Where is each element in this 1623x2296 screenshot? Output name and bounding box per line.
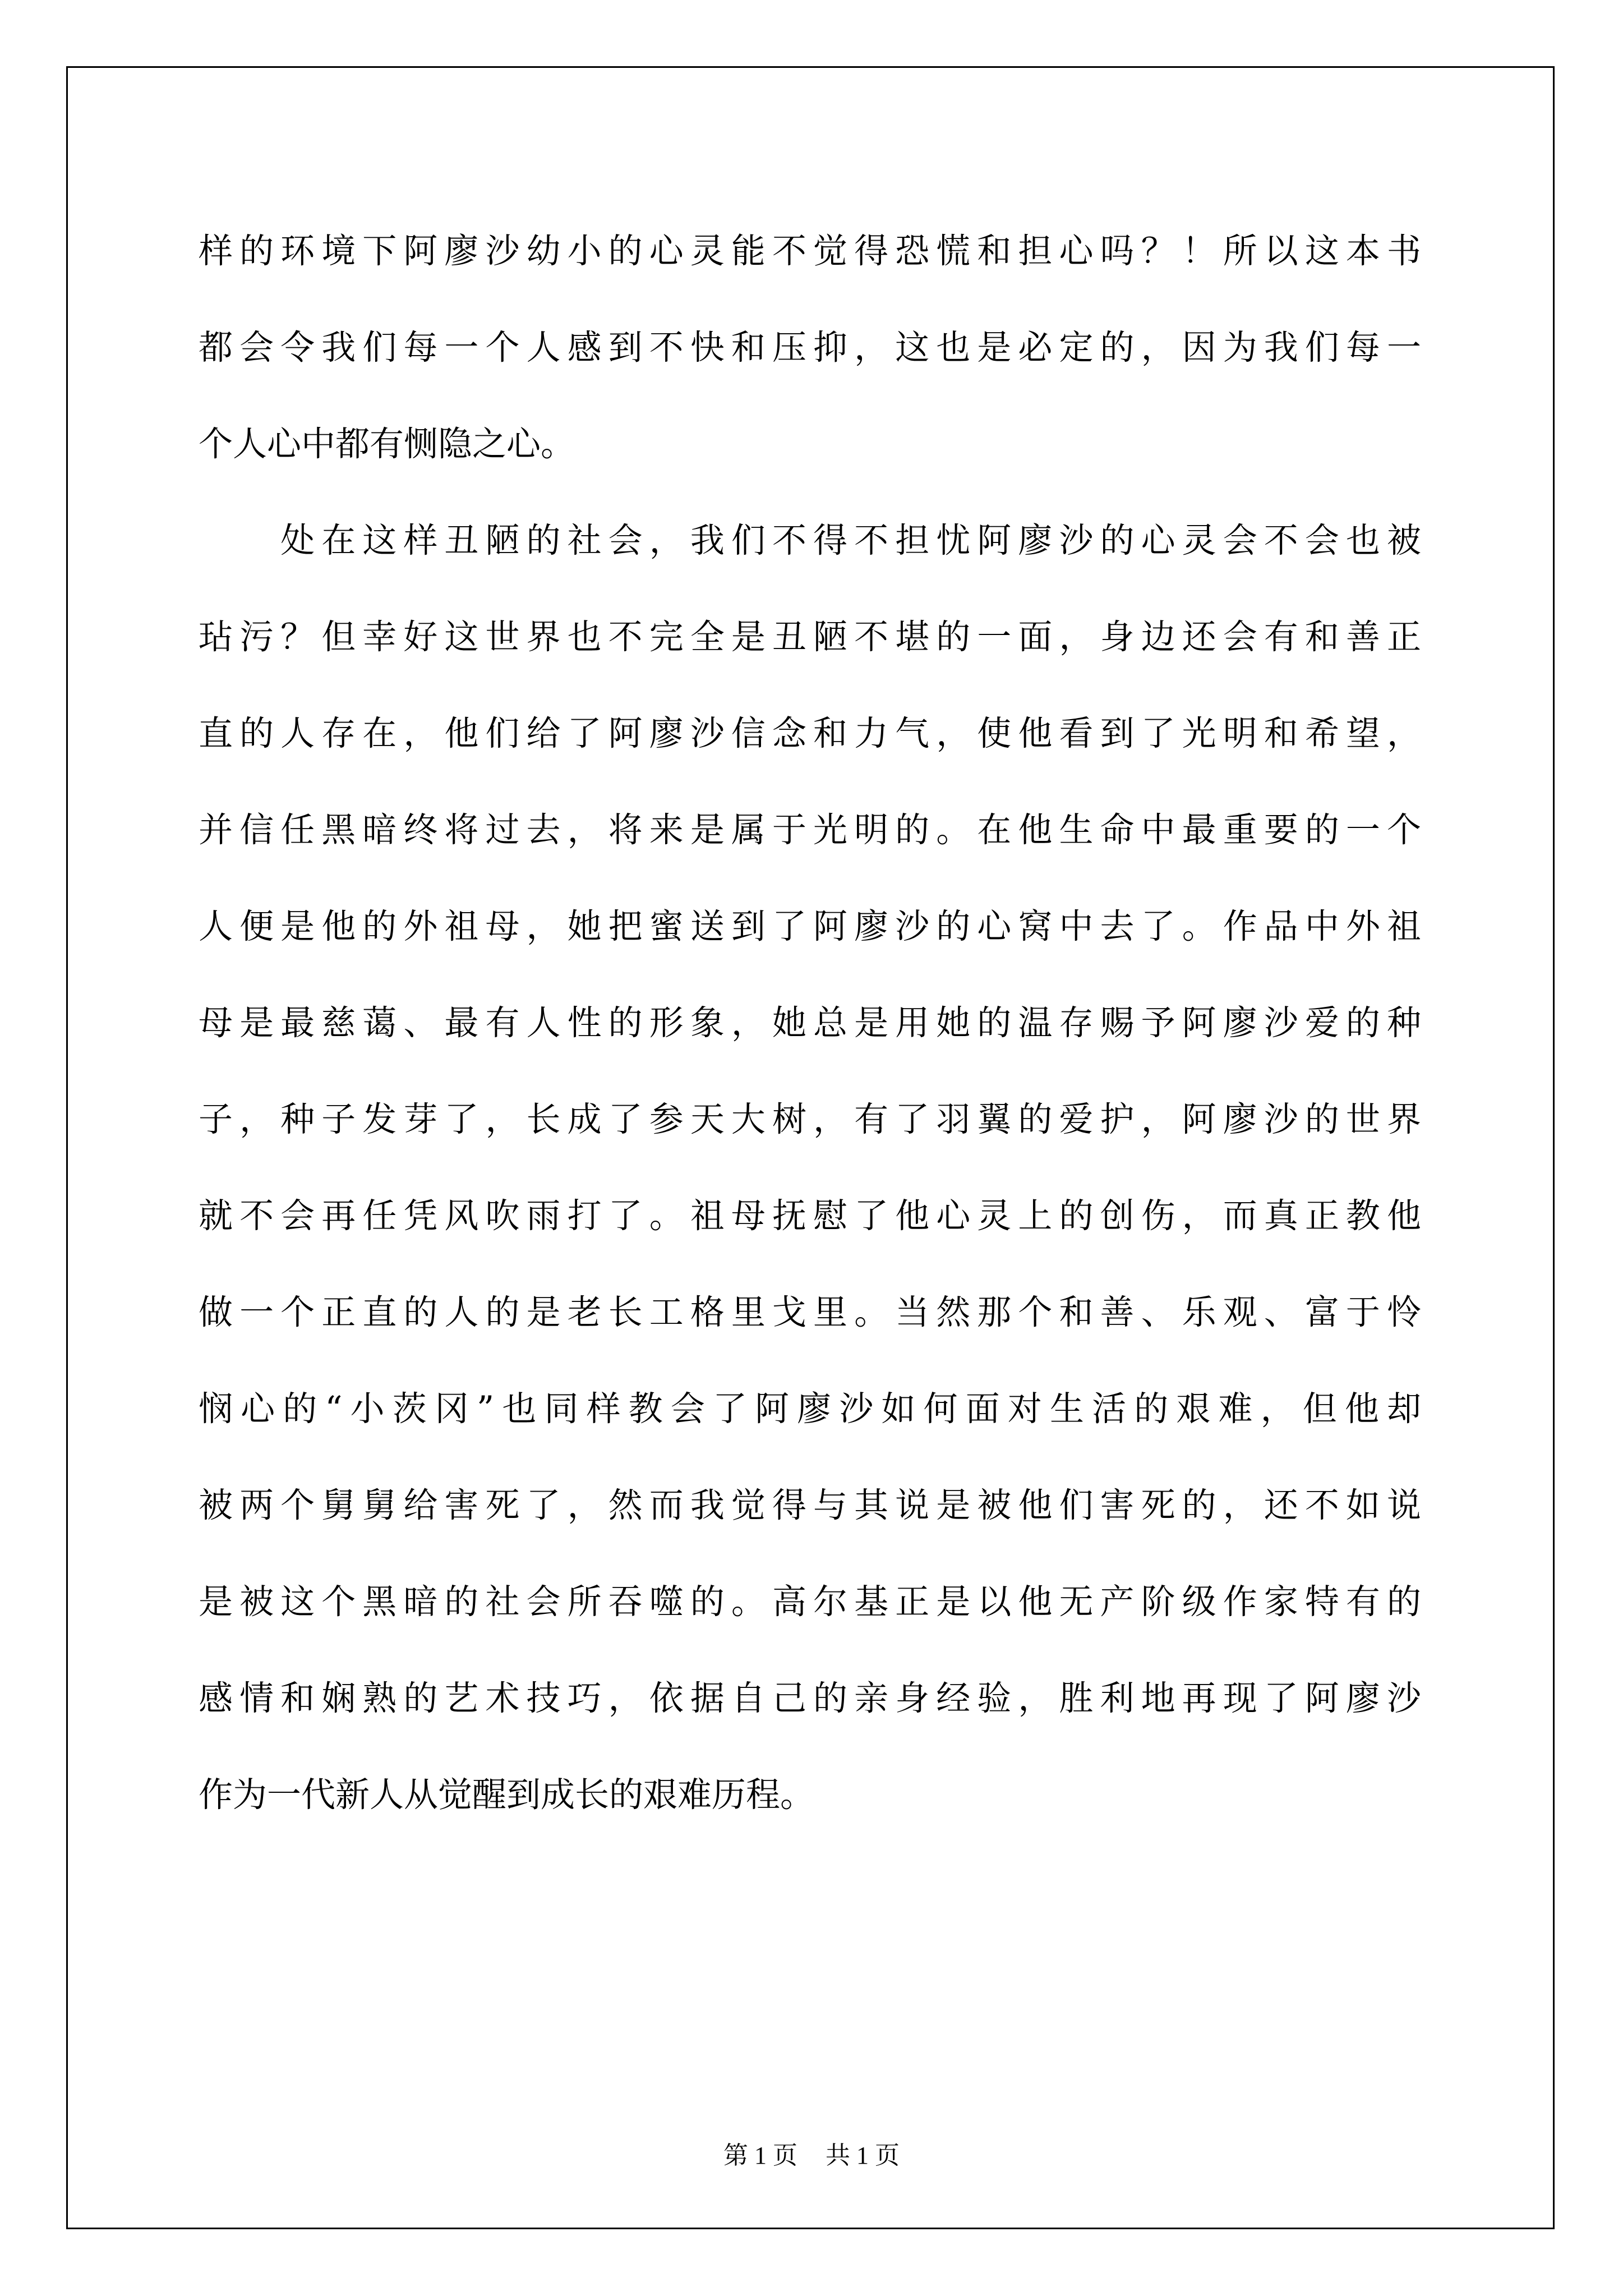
text-line: 感情和娴熟的艺术技巧，依据自己的亲身经验，胜利地再现了阿廖沙 — [199, 1678, 1421, 1718]
text-line: 玷污？但幸好这世界也不完全是丑陋不堪的一面，身边还会有和善正 — [199, 617, 1421, 657]
text-line: 子，种子发芽了，长成了参天大树，有了羽翼的爱护，阿廖沙的世界 — [199, 1099, 1421, 1139]
text-line: 都会令我们每一个人感到不快和压抑，这也是必定的，因为我们每一 — [199, 328, 1421, 367]
text-line: 是被这个黑暗的社会所吞噬的。高尔基正是以他无产阶级作家特有的 — [199, 1582, 1421, 1622]
page-number: 第 1 页 — [723, 2142, 797, 2169]
text-line: 并信任黑暗终将过去，将来是属于光明的。在他生命中最重要的一个 — [199, 810, 1421, 850]
text-line: 处在这样丑陋的社会，我们不得不担忧阿廖沙的心灵会不会也被 — [199, 521, 1421, 560]
page-total: 共 1 页 — [826, 2142, 900, 2169]
text-line: 悯心的“小茨冈”也同样教会了阿廖沙如何面对生活的艰难，但他却 — [199, 1389, 1421, 1429]
text-line: 直的人存在，他们给了阿廖沙信念和力气，使他看到了光明和希望， — [199, 714, 1421, 753]
text-line: 样的环境下阿廖沙幼小的心灵能不觉得恐慌和担心吗？！所以这本书 — [199, 231, 1421, 271]
text-line: 个人心中都有恻隐之心。 — [199, 424, 575, 464]
text-line: 母是最慈蔼、最有人性的形象，她总是用她的温存赐予阿廖沙爱的种 — [199, 1003, 1421, 1043]
page-footer — [0, 2135, 1623, 2171]
text-line: 被两个舅舅给害死了，然而我觉得与其说是被他们害死的，还不如说 — [199, 1485, 1421, 1525]
text-line: 做一个正直的人的是老长工格里戈里。当然那个和善、乐观、富于怜 — [199, 1292, 1421, 1332]
text-line: 作为一代新人从觉醒到成长的艰难历程。 — [199, 1775, 815, 1815]
text-line: 人便是他的外祖母，她把蜜送到了阿廖沙的心窝中去了。作品中外祖 — [199, 907, 1421, 946]
body-text — [199, 203, 1421, 1843]
text-line: 就不会再任凭风吹雨打了。祖母抚慰了他心灵上的创伤，而真正教他 — [199, 1196, 1421, 1236]
